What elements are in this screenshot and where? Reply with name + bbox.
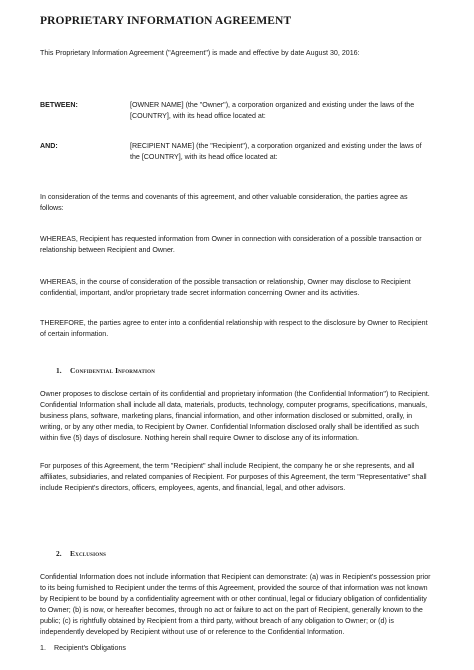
between-label: BETWEEN: [40, 101, 78, 109]
confidential-information-paragraph: Owner proposes to disclose certain of its confidential and proprietary information (the Confidential Information") to Recipient. Confidential Information shall include all data, materials, products, technology, computer programs, specifications, manuals, business plans, software, marketing plans, financial information, and other information disclosed or submitted, orally, in writing, or by any other media, to Recipient by Owner. Confidential Information disclosed orally shall be identified as such within five (5) days of disclosure. Nothing herein shall require Owner to disclose any of its information. [40, 390, 430, 442]
recipient-party-text: [RECIPIENT NAME] (the "Recipient"), a corporation organized and existing under the laws of the [COUNTRY], with its head office located at: [130, 142, 422, 161]
sub-item-text: Recipient's Obligations [54, 644, 126, 652]
exclusions-paragraph: Confidential Information does not include information that Recipient can demonstrate: (a) was in Recipient's possession prior to its being furnished to Recipient under the terms of this Agreement, provided the source of that information was not known by Recipient to be bound by a confidentiality agreement with or other continual, legal or fiduciary obligation of confidentiality to Owner; (b) is now, or hereafter becomes, through no act or failure to act on the part of Recipient, generally known to the public; (c) is rightfully obtained by Recipient from a third party, without breach of any obligation to Owner; or (d) is independently developed by Recipient without use of or reference to the Confidential Information. [40, 573, 431, 636]
section-heading-exclusions [56, 549, 106, 559]
consideration-paragraph: In consideration of the terms and covenants of this agreement, and other valuable consideration, the parties agree as follows: [40, 193, 408, 212]
whereas-paragraph-1: WHEREAS, Recipient has requested information from Owner in connection with consideration of a possible transaction or relationship between Recipient and Owner. [40, 235, 422, 254]
section-title: Confidential Information [70, 366, 156, 375]
section-number: 2. [56, 549, 62, 558]
section-heading-confidential-information [56, 366, 155, 376]
whereas-paragraph-2: WHEREAS, in the course of consideration of the possible transaction or relationship, Owner may disclose to Recipient confidential, important, and/or proprietary trade secret information concerning Owner and its activities. [40, 278, 411, 297]
sub-item-recipient-obligations [40, 643, 126, 654]
document-title: PROPRIETARY INFORMATION AGREEMENT [40, 15, 292, 27]
and-label: AND: [40, 142, 58, 150]
sub-item-number: 1. [40, 644, 46, 652]
section-title: Exclusions [70, 549, 107, 558]
therefore-paragraph: THEREFORE, the parties agree to enter into a confidential relationship with respect to the disclosure by Owner to Recipient of certain information. [40, 319, 428, 338]
section-number: 1. [56, 366, 62, 375]
owner-party-text: [OWNER NAME] (the "Owner"), a corporation organized and existing under the laws of the [COUNTRY], with its head office located at: [130, 101, 415, 120]
intro-paragraph: This Proprietary Information Agreement ("Agreement") is made and effective by date August 30, 2016: [40, 49, 360, 57]
recipient-definition-paragraph: For purposes of this Agreement, the term "Recipient" shall include Recipient, the company he or she represents, and all affiliates, subsidiaries, and related companies of Recipient. For purposes of this Agreement, the term "Representative" shall include Recipient's directors, officers, employees, agents, and financial, legal, and other advisors. [40, 462, 427, 492]
